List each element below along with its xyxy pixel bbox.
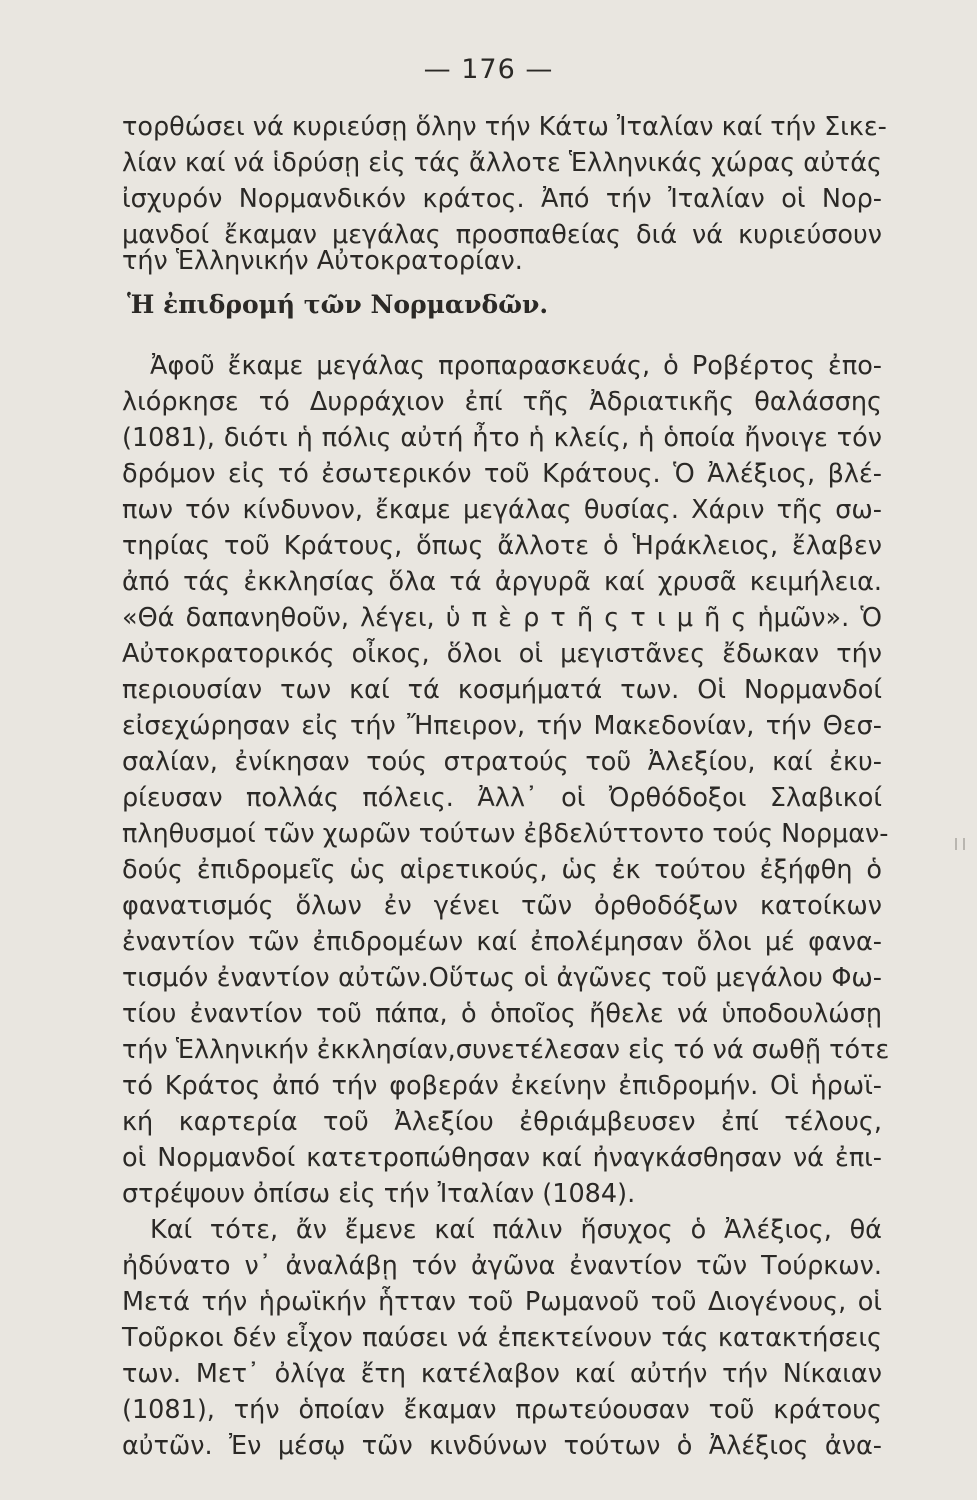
text-line: κή καρτερία τοῦ Ἀλεξίου ἐθριάμβευσεν ἐπί τέλους, <box>122 1107 882 1137</box>
text-line: μανδοί ἔκαμαν μεγάλας προσπαθείας διά νά κυριεύσουν <box>122 220 882 250</box>
text-line: εἰσεχώρησαν εἰς τήν Ἤπειρον, τήν Μακεδονίαν, τήν Θεσ- <box>122 711 882 741</box>
text-line: ρίευσαν πολλάς πόλεις. Ἀλλ᾽ οἱ Ὀρθόδοξοι Σλαβικοί <box>122 783 882 813</box>
text-line: πων τόν κίνδυνον, ἔκαμε μεγάλας θυσίας. Χάριν τῆς σω- <box>122 495 882 525</box>
text-line: δούς ἐπιδρομεῖς ὡς αἱρετικούς, ὡς ἐκ τούτου ἐξήφθη ὁ <box>122 855 882 885</box>
section-heading: Ἡ ἐπιδρομή τῶν Νορμανδῶν. <box>127 290 549 319</box>
text-line: τηρίας τοῦ Κράτους, ὅπως ἄλλοτε ὁ Ἡράκλειος, ἔλαβεν <box>122 531 882 561</box>
text-line: Αὐτοκρατορικός οἶκος, ὅλοι οἱ μεγιστᾶνες ἔδωκαν τήν <box>122 639 882 669</box>
text-line: λιόρκησε τό Δυρράχιον ἐπί τῆς Ἀδριατικῆς θαλάσσης <box>122 387 882 417</box>
text-line: στρέψουν ὀπίσω εἰς τήν Ἰταλίαν (1084). <box>122 1179 636 1209</box>
text-line: τήν Ἑλληνικήν Αὐτοκρατορίαν. <box>122 246 523 276</box>
text-line: «Θά δαπανηθοῦν, λέγει, ὑ π ὲ ρ τ ῆ ς τ ι μ ῆ ς ἡμῶν». Ὁ <box>122 603 882 633</box>
text-line: Καί τότε, ἄν ἔμενε καί πάλιν ἥσυχος ὁ Ἀλέξιος, θά <box>150 1215 882 1245</box>
text-line: ἐναντίον τῶν ἐπιδρομέων καί ἐπολέμησαν ὅλοι μέ φανα- <box>122 927 882 957</box>
text-line: περιουσίαν των καί τά κοσμήματά των. Οἱ Νορμανδοί <box>122 675 882 705</box>
text-line: τό Κράτος ἀπό τήν φοβεράν ἐκείνην ἐπιδρομήν. Οἱ ἡρωϊ- <box>122 1071 882 1101</box>
text-line: σαλίαν, ἐνίκησαν τούς στρατούς τοῦ Ἀλεξίου, καί ἐκυ- <box>122 747 882 777</box>
text-line: Μετά τήν ἡρωϊκήν ἧτταν τοῦ Ρωμανοῦ τοῦ Διογένους, οἱ <box>122 1287 882 1317</box>
text-line: ἠδύνατο ν᾽ ἀναλάβῃ τόν ἀγῶνα ἐναντίον τῶν Τούρκων. <box>122 1251 882 1281</box>
text-line: τορθώσει νά κυριεύσῃ ὅλην τήν Κάτω Ἰταλίαν καί τήν Σικε- <box>122 112 887 142</box>
text-line: φανατισμός ὅλων ἐν γένει τῶν ὀρθοδόξων κατοίκων <box>122 891 882 921</box>
text-line: (1081), διότι ἡ πόλις αὐτή ἦτο ἡ κλείς, ἡ ὁποία ἤνοιγε τόν <box>122 423 882 453</box>
text-line: ἰσχυρόν Νορμανδικόν κράτος. Ἀπό τήν Ἰταλίαν οἱ Νορ- <box>122 184 882 214</box>
text-line: Τοῦρκοι δέν εἶχον παύσει νά ἐπεκτείνουν τάς κατακτήσεις <box>122 1323 882 1353</box>
page-number: — 176 — <box>423 54 554 85</box>
text-line: οἱ Νορμανδοί κατετροπώθησαν καί ἠναγκάσθησαν νά ἐπι- <box>122 1143 882 1173</box>
text-line: των. Μετ᾽ ὀλίγα ἔτη κατέλαβον καί αὐτήν τήν Νίκαιαν <box>122 1359 882 1389</box>
text-line: τισμόν ἐναντίον αὐτῶν.Οὕτως οἱ ἀγῶνες τοῦ μεγάλου Φω- <box>122 963 882 993</box>
text-line: ἀπό τάς ἐκκλησίας ὅλα τά ἀργυρᾶ καί χρυσᾶ κειμήλεια. <box>122 567 882 597</box>
text-line: πληθυσμοί τῶν χωρῶν τούτων ἐβδελύττοντο τούς Νορμαν- <box>122 819 889 849</box>
margin-mark <box>955 838 965 850</box>
text-line: τήν Ἑλληνικήν ἐκκλησίαν,συνετέλεσαν εἰς τό νά σωθῇ τότε <box>122 1035 890 1065</box>
text-line: δρόμον εἰς τό ἐσωτερικόν τοῦ Κράτους. Ὁ Ἀλέξιος, βλέ- <box>122 459 882 489</box>
text-line: Ἀφοῦ ἔκαμε μεγάλας προπαρασκευάς, ὁ Ροβέρτος ἐπο- <box>150 351 882 381</box>
text-line: (1081), τήν ὁποίαν ἔκαμαν πρωτεύουσαν τοῦ κράτους <box>122 1395 882 1425</box>
text-line: αὐτῶν. Ἐν μέσῳ τῶν κινδύνων τούτων ὁ Ἀλέξιος ἀνα- <box>122 1431 882 1461</box>
text-line: λίαν καί νά ἱδρύσῃ εἰς τάς ἄλλοτε Ἑλληνικάς χώρας αὐτάς <box>122 148 882 178</box>
text-line: τίου ἐναντίον τοῦ πάπα, ὁ ὁποῖος ἤθελε νά ὑποδουλώσῃ <box>122 999 882 1029</box>
